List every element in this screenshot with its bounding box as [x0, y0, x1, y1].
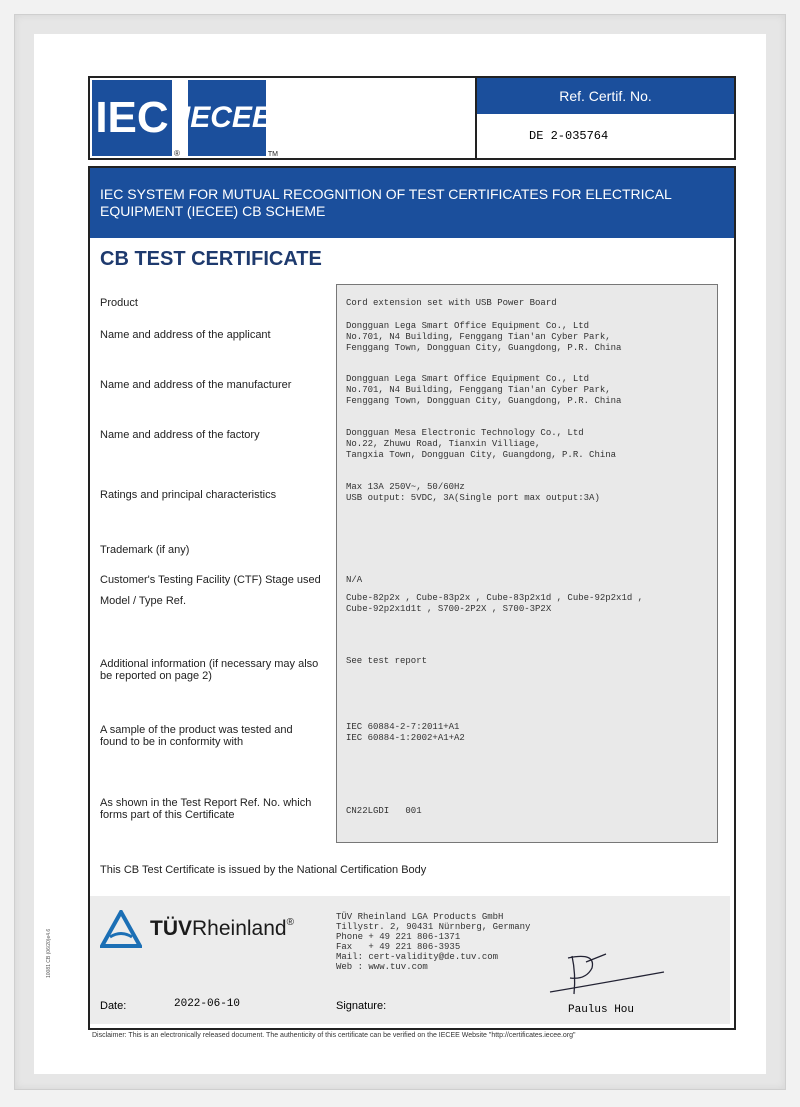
- iec-logo: IEC: [92, 80, 172, 156]
- address-line: Web : www.tuv.com: [336, 962, 428, 972]
- tuv-logo-reg: ®: [286, 917, 294, 928]
- field-value-ctf: N/A: [346, 575, 363, 585]
- tuv-logo-bold: TÜV: [150, 917, 192, 940]
- field-label-ratings: Ratings and principal characteristics: [100, 489, 277, 501]
- field-label-manufacturer: Name and address of the manufacturer: [100, 379, 292, 391]
- field-label-ctf: Customer's Testing Facility (CTF) Stage used: [100, 574, 321, 586]
- registered-mark: ®: [174, 149, 180, 158]
- disclaimer: Disclaimer: This is an electronically released document. The authenticity of this certificate can be verified on the IECEE Website "http://certificates.iecee.org": [92, 1032, 576, 1039]
- field-value-additional: See test report: [346, 656, 428, 666]
- field-value-model: Cube-82p2x , Cube-83p2x , Cube-83p2x1d , Cube-92p2x1d , Cube-92p2x1d1t , S700-2P2X , S700-3P2X: [346, 593, 644, 614]
- field-label-applicant: Name and address of the applicant: [100, 329, 271, 341]
- logo-area: [90, 78, 477, 158]
- signer-name: Paulus Hou: [568, 1004, 635, 1016]
- address-line: Tillystr. 2, 90431 Nürnberg, Germany: [336, 922, 531, 932]
- ref-value: DE 2-035764: [529, 129, 609, 143]
- address-line: Mail: cert-validity@de.tuv.com: [336, 952, 499, 962]
- side-code: 10081 CB (06/20)e4.6: [46, 928, 52, 978]
- issued-by-statement: This CB Test Certificate is issued by the National Certification Body: [100, 864, 427, 876]
- tuv-rheinland-logo: [100, 910, 294, 948]
- iecee-logo: IECEE: [188, 80, 266, 156]
- field-label-additional: Additional information (if necessary may also be reported on page 2): [100, 658, 319, 682]
- field-value-ratings: Max 13A 250V~, 50/60Hz USB output: 5VDC, 3A(Single port max output:3A): [346, 482, 600, 503]
- address-line: Phone + 49 221 806-1371: [336, 932, 461, 942]
- field-label-trademark: Trademark (if any): [100, 544, 190, 556]
- field-value-report-ref: CN22LGDI 001: [346, 806, 422, 816]
- field-label-factory: Name and address of the factory: [100, 429, 260, 441]
- field-label-report-ref: As shown in the Test Report Ref. No. which forms part of this Certificate: [100, 797, 312, 821]
- field-value-product: Cord extension set with USB Power Board: [346, 298, 557, 308]
- address-line: TÜV Rheinland LGA Products GmbH: [336, 912, 504, 922]
- certificate-title: CB TEST CERTIFICATE: [100, 248, 322, 270]
- signature-label: Signature:: [336, 1000, 387, 1012]
- field-value-standards: IEC 60884-2-7:2011+A1 IEC 60884-1:2002+A1+A2: [346, 722, 465, 743]
- values-panel: [336, 284, 718, 843]
- date-label: Date:: [100, 1000, 127, 1012]
- address-line: Fax + 49 221 806-3935: [336, 942, 461, 952]
- tuv-logo-text: Rheinland: [192, 917, 287, 940]
- field-label-product: Product: [100, 297, 138, 309]
- field-value-manufacturer: Dongguan Lega Smart Office Equipment Co., Ltd No.701, N4 Building, Fenggang Tian'an Cyber Park, Fenggang Town, Dongguan City, Guangdong, P.R. China: [346, 374, 622, 406]
- ref-label: Ref. Certif. No.: [477, 78, 734, 114]
- field-label-model: Model / Type Ref.: [100, 595, 187, 607]
- scheme-banner: IEC SYSTEM FOR MUTUAL RECOGNITION OF TEST CERTIFICATES FOR ELECTRICAL EQUIPMENT (IECEE) CB SCHEME: [90, 168, 734, 238]
- ncb-footer: [90, 896, 730, 1024]
- field-label-standards: A sample of the product was tested and found to be in conformity with: [100, 724, 293, 748]
- date-value: 2022-06-10: [174, 998, 241, 1010]
- field-value-applicant: Dongguan Lega Smart Office Equipment Co., Ltd No.701, N4 Building, Fenggang Tian'an Cyber Park, Fenggang Town, Dongguan City, Guangdong, P.R. China: [346, 321, 622, 353]
- signature-image: [546, 948, 666, 1000]
- tuv-triangle-icon: [100, 910, 142, 948]
- ncb-address: [336, 912, 530, 972]
- certificate-header: [88, 76, 736, 160]
- ref-certif-box: [477, 78, 734, 158]
- trademark-mark: TM: [267, 151, 279, 158]
- field-value-factory: Dongguan Mesa Electronic Technology Co., Ltd No.22, Zhuwu Road, Tianxin Villiage, Tangxia Town, Dongguan City, Guangdong, P.R. China: [346, 428, 617, 460]
- certificate-body: [88, 166, 736, 1030]
